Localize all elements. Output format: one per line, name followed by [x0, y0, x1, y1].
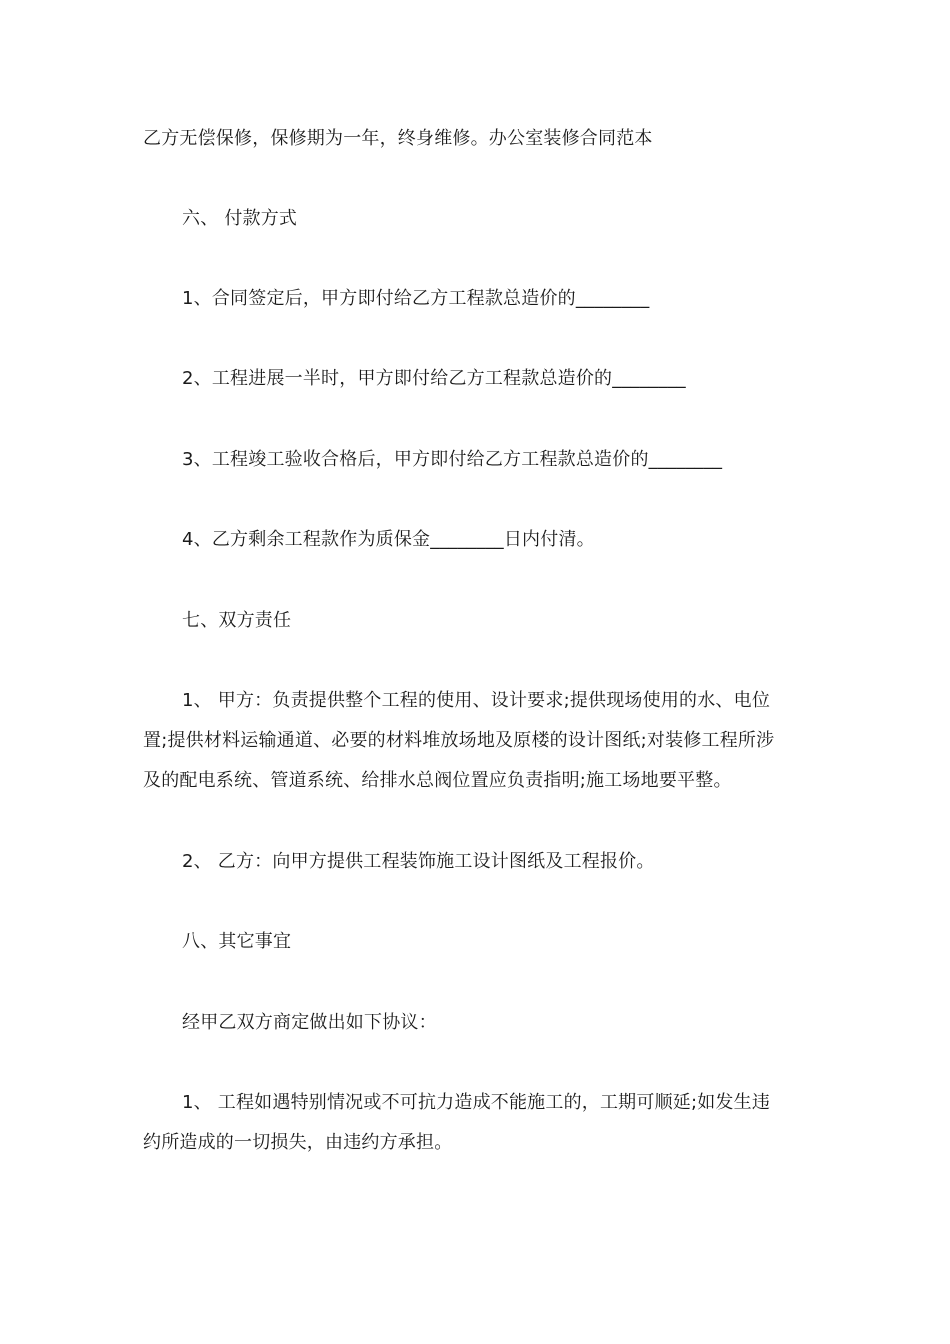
agreement-intro: 经甲乙双方商定做出如下协议：	[182, 1012, 437, 1033]
warranty-paragraph: 乙方无偿保修，保修期为一年，终身维修。办公室装修合同范本	[143, 128, 653, 149]
payment-item-2: 2、工程进展一半时，甲方即付给乙方工程款总造价的________	[182, 368, 686, 389]
agreement-item-1-line-2: 约所造成的一切损失，由违约方承担。	[143, 1132, 453, 1153]
responsibility-item-1-line-3: 及的配电系统、管道系统、给排水总阀位置应负责指明;施工场地要平整。	[143, 770, 732, 791]
section-heading-other-matters: 八、其它事宜	[182, 931, 292, 952]
section-heading-responsibilities: 七、双方责任	[182, 610, 292, 631]
payment-item-4: 4、乙方剩余工程款作为质保金________日内付清。	[182, 529, 595, 550]
payment-item-3: 3、工程竣工验收合格后，甲方即付给乙方工程款总造价的________	[182, 449, 723, 470]
responsibility-item-1-line-2: 置;提供材料运输通道、必要的材料堆放场地及原楼的设计图纸;对装修工程所涉	[143, 730, 775, 751]
responsibility-item-1-line-1: 1、 甲方：负责提供整个工程的使用、设计要求;提供现场使用的水、电位	[182, 690, 771, 711]
payment-item-1: 1、合同签定后，甲方即付给乙方工程款总造价的________	[182, 288, 650, 309]
section-heading-payment: 六、 付款方式	[182, 208, 298, 229]
agreement-item-1-line-1: 1、 工程如遇特别情况或不可抗力造成不能施工的，工期可顺延;如发生违	[182, 1092, 771, 1113]
responsibility-item-2: 2、 乙方：向甲方提供工程装饰施工设计图纸及工程报价。	[182, 851, 655, 872]
